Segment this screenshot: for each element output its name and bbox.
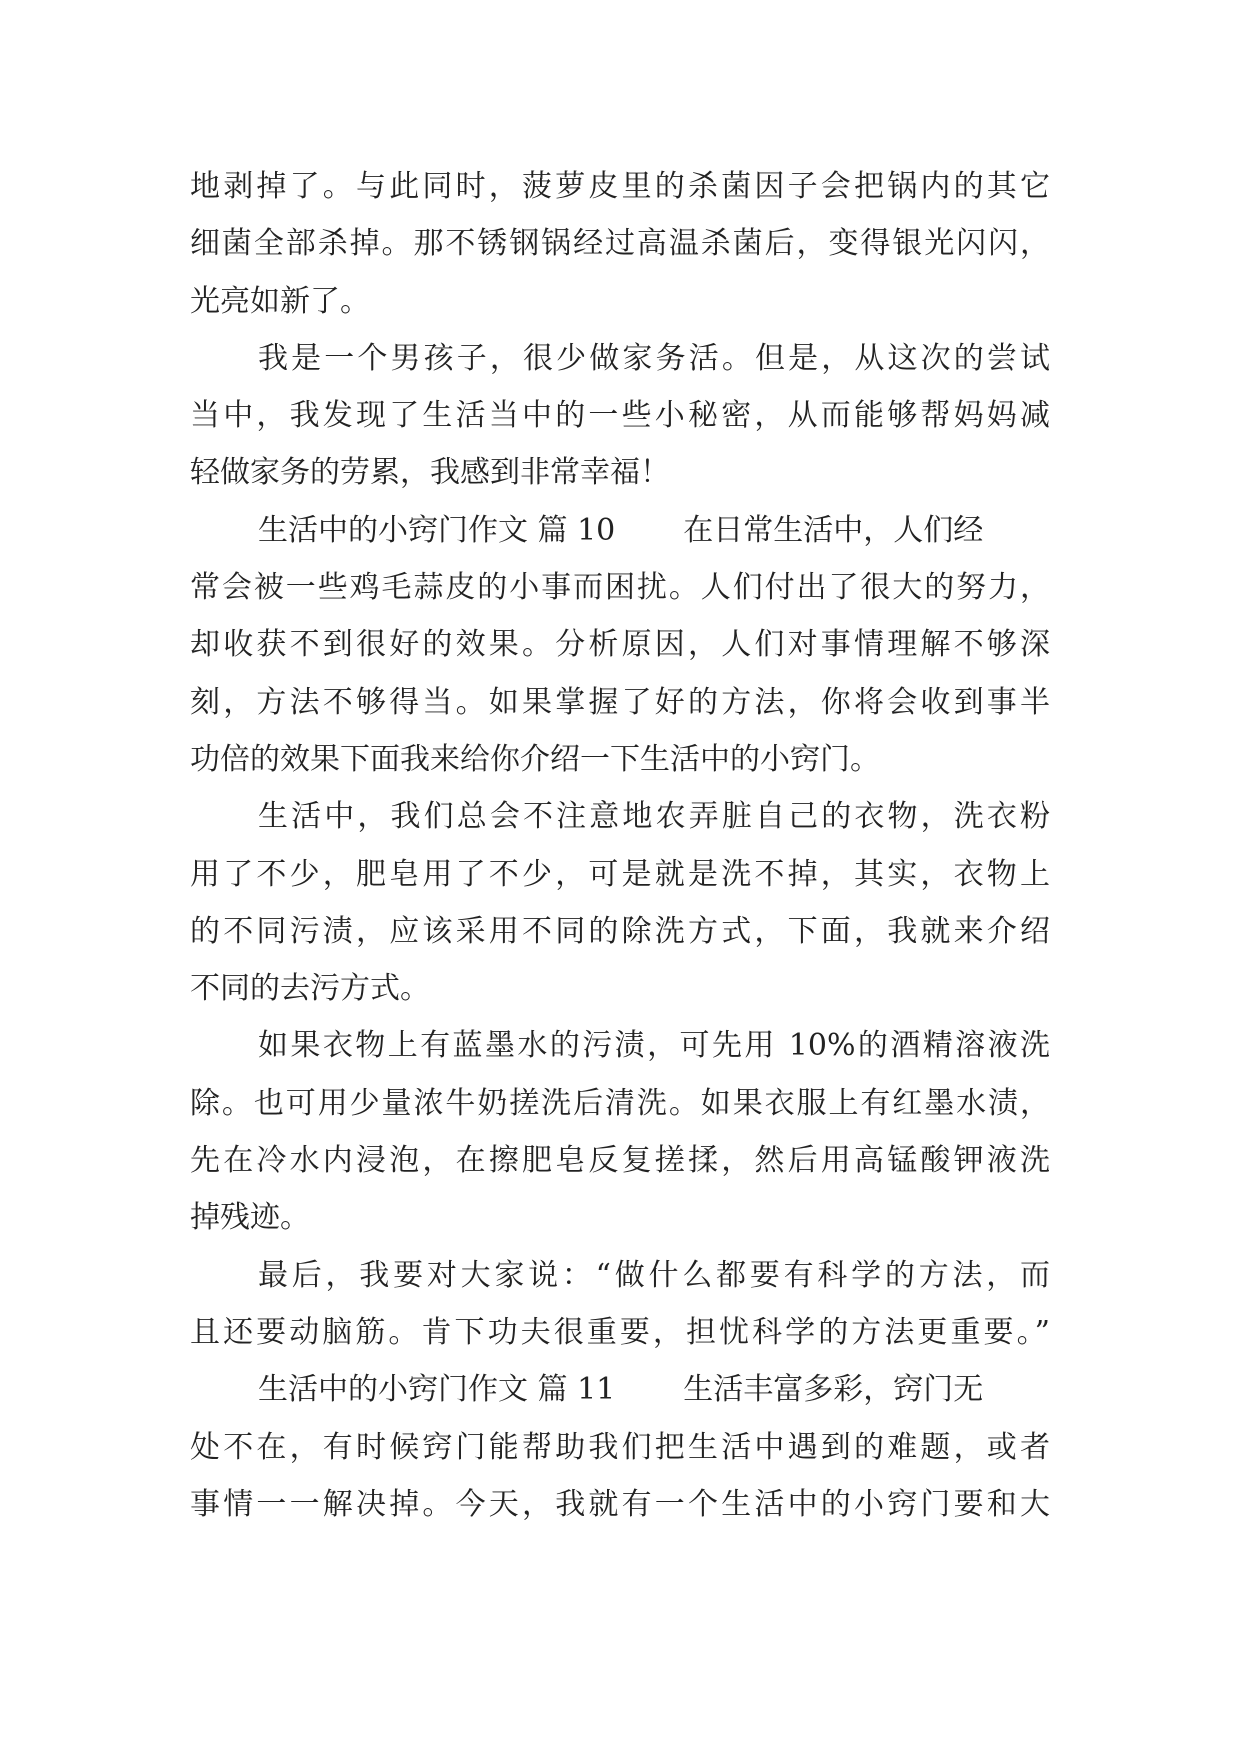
section-heading-10: 生活中的小窍门作文 篇 10 [258,512,616,548]
text-line: 先在冷水内浸泡，在擦肥皂反复搓揉，然后用高锰酸钾液洗 [190,1143,1050,1179]
text-line: 且还要动脑筋。肯下功夫很重要，担忧科学的方法更重要。” [190,1314,1050,1350]
text-line: 却收获不到很好的效果。分析原因，人们对事情理解不够深 [190,627,1050,663]
text-line: 事情一一解决掉。今天，我就有一个生活中的小窍门要和大 [190,1486,1050,1522]
text-line: 除。也可用少量浓牛奶搓洗后清洗。如果衣服上有红墨水渍， [190,1085,1050,1121]
paragraph-start-line: 最后，我要对大家说：“做什么都要有科学的方法，而 [258,1257,1050,1293]
text-line: 地剥掉了。与此同时，菠萝皮里的杀菌因子会把锅内的其它 [190,169,1050,204]
paragraph-start-line: 我是一个男孩子，很少做家务活。但是，从这次的尝试 [258,340,1050,376]
text-line: 掉残迹。 [190,1200,310,1236]
text-line: 常会被一些鸡毛蒜皮的小事而困扰。人们付出了很大的努力， [190,570,1050,606]
section-lead-11: 生活丰富多彩，窍门无 [683,1372,984,1408]
text-line: 不同的去污方式。 [190,971,430,1007]
text-line: 处不在，有时候窍门能帮助我们把生活中遇到的难题，或者 [190,1429,1050,1465]
article-body [190,158,1050,1533]
text-line: 功倍的效果下面我来给你介绍一下生活中的小窍门。 [190,741,880,777]
text-line: 刻，方法不够得当。如果掌握了好的方法，你将会收到事半 [190,684,1050,720]
text-line: 细菌全部杀掉。那不锈钢锅经过高温杀菌后，变得银光闪闪， [190,226,1050,262]
text-line: 轻做家务的劳累，我感到非常幸福！ [190,455,670,491]
text-line: 的不同污渍，应该采用不同的除洗方式，下面，我就来介绍 [190,913,1050,949]
section-heading-11: 生活中的小窍门作文 篇 11 [258,1372,616,1408]
section-heading-line-11 [190,1361,1050,1418]
text-line: 光亮如新了。 [190,283,370,319]
text-line: 当中，我发现了生活当中的一些小秘密，从而能够帮妈妈减 [190,398,1050,434]
text-line: 用了不少，肥皂用了不少，可是就是洗不掉，其实，衣物上 [190,856,1050,892]
paragraph-start-line: 如果衣物上有蓝墨水的污渍，可先用 10%的酒精溶液洗 [258,1028,1050,1064]
section-heading-line-10 [190,502,1050,559]
paragraph-start-line: 生活中，我们总会不注意地农弄脏自己的衣物，洗衣粉 [258,799,1050,835]
section-lead-10: 在日常生活中，人们经 [683,512,984,548]
